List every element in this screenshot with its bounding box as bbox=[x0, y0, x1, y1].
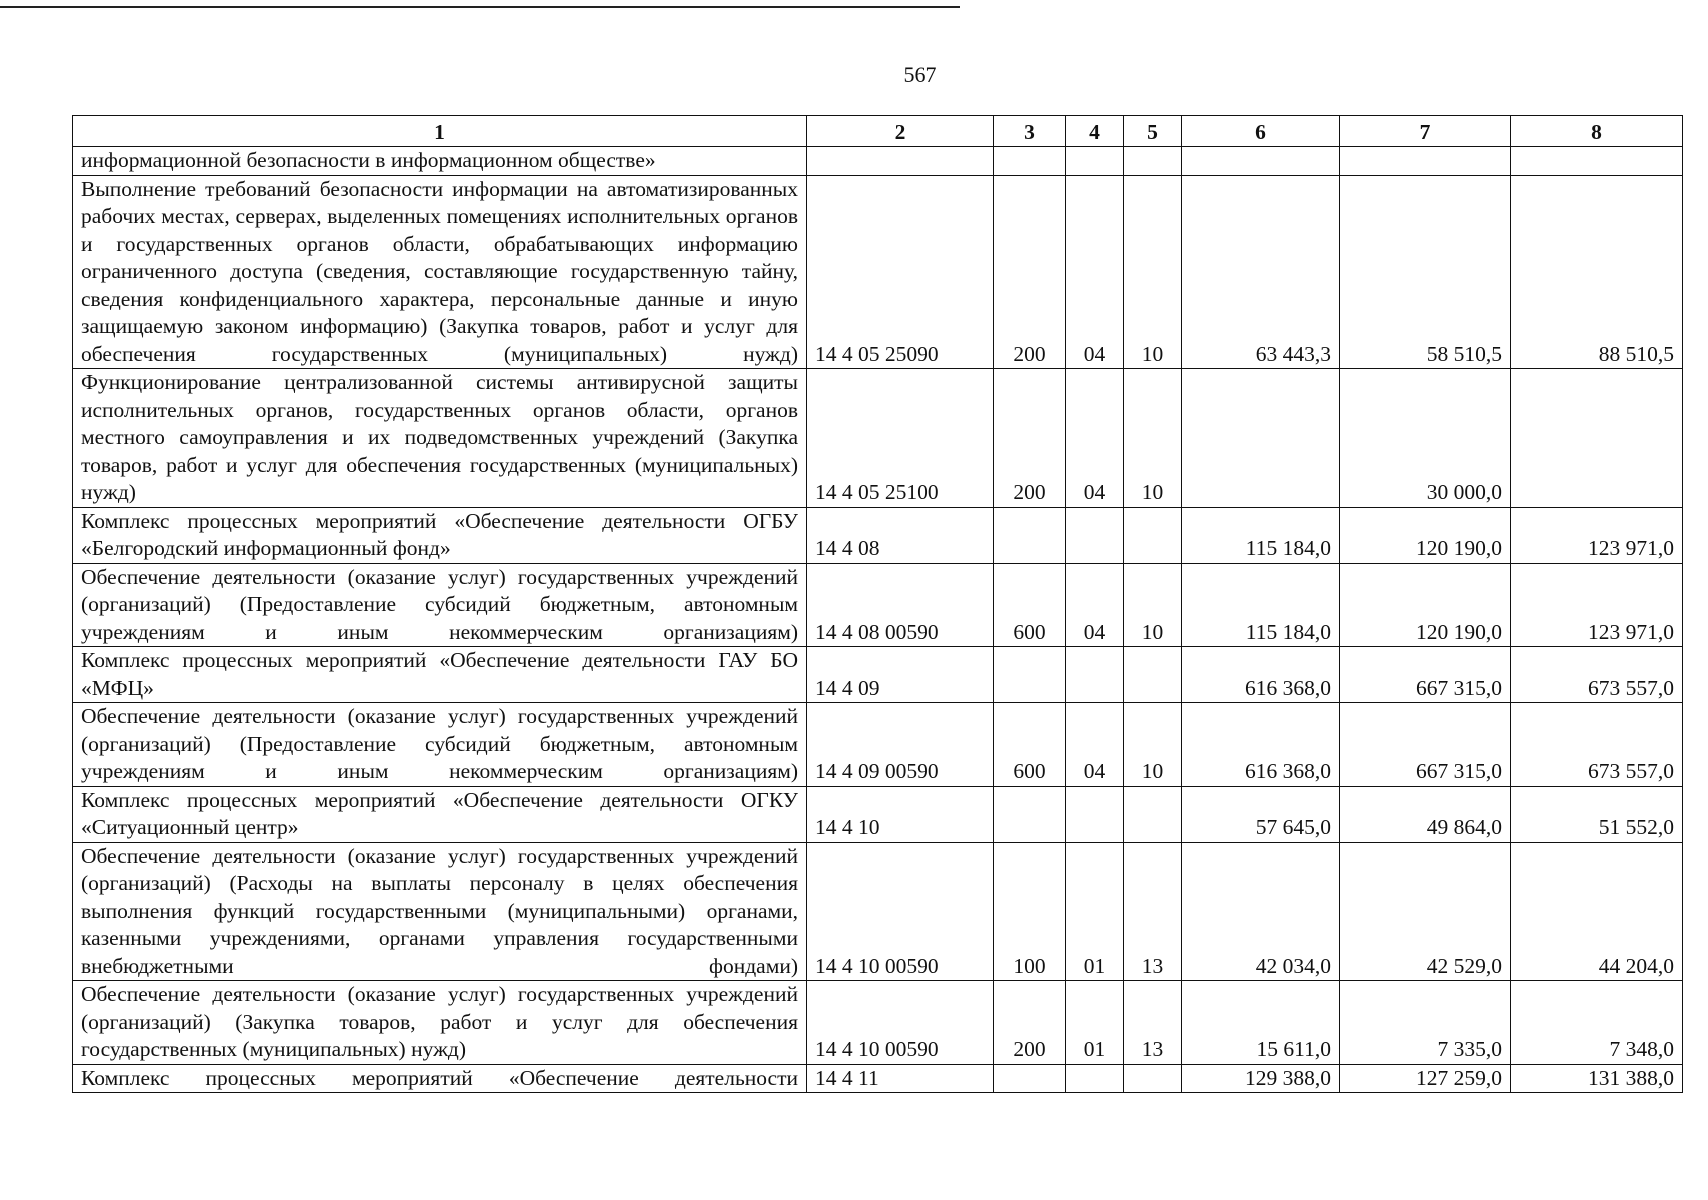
row-description: информационной безопасности в информационном обществе» bbox=[73, 147, 807, 176]
row-value-7: 127 259,0 bbox=[1340, 1064, 1511, 1093]
top-rule bbox=[0, 6, 960, 8]
table-row bbox=[73, 175, 1683, 369]
row-description: Комплекс процессных мероприятий «Обеспечение деятельности ОГБУ «Белгородский информационный фонд» bbox=[73, 507, 807, 563]
row-col-5 bbox=[1124, 1064, 1182, 1093]
page-number: 567 bbox=[903, 62, 937, 87]
row-value-8: 131 388,0 bbox=[1511, 1064, 1683, 1093]
row-value-8: 7 348,0 bbox=[1511, 981, 1683, 1065]
row-value-6: 115 184,0 bbox=[1182, 507, 1340, 563]
row-value-7: 667 315,0 bbox=[1340, 703, 1511, 787]
row-value-7: 42 529,0 bbox=[1340, 842, 1511, 981]
table-row bbox=[73, 647, 1683, 703]
table-row bbox=[73, 981, 1683, 1065]
row-value-8: 673 557,0 bbox=[1511, 647, 1683, 703]
row-code: 14 4 10 00590 bbox=[807, 981, 994, 1065]
row-code: 14 4 09 bbox=[807, 647, 994, 703]
budget-table bbox=[72, 115, 1683, 1093]
row-value-7: 58 510,5 bbox=[1340, 175, 1511, 369]
table-row bbox=[73, 147, 1683, 176]
row-value-7: 120 190,0 bbox=[1340, 507, 1511, 563]
row-col-5: 13 bbox=[1124, 981, 1182, 1065]
row-code: 14 4 05 25100 bbox=[807, 369, 994, 508]
row-value-8: 44 204,0 bbox=[1511, 842, 1683, 981]
row-col-4: 04 bbox=[1066, 369, 1124, 508]
row-col-4: 01 bbox=[1066, 842, 1124, 981]
header-col-3: 3 bbox=[994, 116, 1066, 147]
header-col-2: 2 bbox=[807, 116, 994, 147]
header-col-1: 1 bbox=[73, 116, 807, 147]
row-col-4 bbox=[1066, 507, 1124, 563]
row-value-8: 123 971,0 bbox=[1511, 507, 1683, 563]
row-col-3: 200 bbox=[994, 175, 1066, 369]
row-value-8 bbox=[1511, 369, 1683, 508]
row-value-7: 667 315,0 bbox=[1340, 647, 1511, 703]
header-col-7: 7 bbox=[1340, 116, 1511, 147]
table-row bbox=[73, 563, 1683, 647]
row-description: Обеспечение деятельности (оказание услуг) государственных учреждений (организаций) (Расходы на выплаты персоналу в целях обеспечения выполнения функций государственными (муниципальными) органами, казенными учреждениями, органами управления государственными внебюджетными фондами) bbox=[73, 842, 807, 981]
row-col-4 bbox=[1066, 1064, 1124, 1093]
header-row bbox=[73, 116, 1683, 147]
row-value-6: 129 388,0 bbox=[1182, 1064, 1340, 1093]
row-col-5 bbox=[1124, 786, 1182, 842]
row-col-4: 04 bbox=[1066, 175, 1124, 369]
row-col-3 bbox=[994, 1064, 1066, 1093]
row-col-4: 01 bbox=[1066, 981, 1124, 1065]
row-description: Комплекс процессных мероприятий «Обеспечение деятельности bbox=[73, 1064, 807, 1093]
header-col-6: 6 bbox=[1182, 116, 1340, 147]
row-value-7: 120 190,0 bbox=[1340, 563, 1511, 647]
row-value-6: 616 368,0 bbox=[1182, 647, 1340, 703]
row-description: Обеспечение деятельности (оказание услуг) государственных учреждений (организаций) (Предоставление субсидий бюджетным, автономным учреждениям и иным некоммерческим организациям) bbox=[73, 703, 807, 787]
row-value-8: 88 510,5 bbox=[1511, 175, 1683, 369]
row-col-5: 10 bbox=[1124, 563, 1182, 647]
row-col-5: 10 bbox=[1124, 369, 1182, 508]
row-value-7: 49 864,0 bbox=[1340, 786, 1511, 842]
row-description: Обеспечение деятельности (оказание услуг) государственных учреждений (организаций) (Предоставление субсидий бюджетным, автономным учреждениям и иным некоммерческим организациям) bbox=[73, 563, 807, 647]
row-value-8 bbox=[1511, 147, 1683, 176]
row-code bbox=[807, 147, 994, 176]
row-col-4: 04 bbox=[1066, 563, 1124, 647]
row-value-7 bbox=[1340, 147, 1511, 176]
row-col-5: 10 bbox=[1124, 703, 1182, 787]
row-col-3: 600 bbox=[994, 703, 1066, 787]
row-col-3: 200 bbox=[994, 369, 1066, 508]
table-row bbox=[73, 369, 1683, 508]
row-code: 14 4 11 bbox=[807, 1064, 994, 1093]
row-value-6: 57 645,0 bbox=[1182, 786, 1340, 842]
row-col-3 bbox=[994, 647, 1066, 703]
row-col-5 bbox=[1124, 147, 1182, 176]
row-description: Функционирование централизованной системы антивирусной защиты исполнительных органов, государственных органов области, органов местного самоуправления и их подведомственных учреждений (Закупка товаров, работ и услуг для обеспечения государственных (муниципальных) нужд) bbox=[73, 369, 807, 508]
table-row bbox=[73, 842, 1683, 981]
row-code: 14 4 05 25090 bbox=[807, 175, 994, 369]
row-col-3: 100 bbox=[994, 842, 1066, 981]
table-row bbox=[73, 507, 1683, 563]
row-value-8: 673 557,0 bbox=[1511, 703, 1683, 787]
row-code: 14 4 08 00590 bbox=[807, 563, 994, 647]
row-description: Обеспечение деятельности (оказание услуг) государственных учреждений (организаций) (Закупка товаров, работ и услуг для обеспечения государственных (муниципальных) нужд) bbox=[73, 981, 807, 1065]
header-col-8: 8 bbox=[1511, 116, 1683, 147]
row-value-7: 7 335,0 bbox=[1340, 981, 1511, 1065]
row-value-7: 30 000,0 bbox=[1340, 369, 1511, 508]
row-col-5: 13 bbox=[1124, 842, 1182, 981]
row-col-3: 200 bbox=[994, 981, 1066, 1065]
row-col-4 bbox=[1066, 147, 1124, 176]
row-code: 14 4 10 bbox=[807, 786, 994, 842]
row-value-6: 616 368,0 bbox=[1182, 703, 1340, 787]
row-col-3 bbox=[994, 507, 1066, 563]
row-col-5 bbox=[1124, 507, 1182, 563]
row-value-8: 51 552,0 bbox=[1511, 786, 1683, 842]
row-description: Комплекс процессных мероприятий «Обеспечение деятельности ГАУ БО «МФЦ» bbox=[73, 647, 807, 703]
row-value-6: 15 611,0 bbox=[1182, 981, 1340, 1065]
row-value-6 bbox=[1182, 147, 1340, 176]
row-code: 14 4 08 bbox=[807, 507, 994, 563]
row-col-5 bbox=[1124, 647, 1182, 703]
row-value-6: 42 034,0 bbox=[1182, 842, 1340, 981]
row-value-6: 63 443,3 bbox=[1182, 175, 1340, 369]
row-col-4: 04 bbox=[1066, 703, 1124, 787]
row-col-4 bbox=[1066, 647, 1124, 703]
header-col-5: 5 bbox=[1124, 116, 1182, 147]
table-row bbox=[73, 703, 1683, 787]
row-col-3 bbox=[994, 147, 1066, 176]
row-description: Комплекс процессных мероприятий «Обеспечение деятельности ОГКУ «Ситуационный центр» bbox=[73, 786, 807, 842]
header-col-4: 4 bbox=[1066, 116, 1124, 147]
row-value-6 bbox=[1182, 369, 1340, 508]
row-col-5: 10 bbox=[1124, 175, 1182, 369]
table-row bbox=[73, 1064, 1683, 1093]
row-col-4 bbox=[1066, 786, 1124, 842]
row-value-6: 115 184,0 bbox=[1182, 563, 1340, 647]
row-col-3 bbox=[994, 786, 1066, 842]
row-value-8: 123 971,0 bbox=[1511, 563, 1683, 647]
row-code: 14 4 10 00590 bbox=[807, 842, 994, 981]
row-code: 14 4 09 00590 bbox=[807, 703, 994, 787]
row-col-3: 600 bbox=[994, 563, 1066, 647]
row-description: Выполнение требований безопасности информации на автоматизированных рабочих местах, серверах, выделенных помещениях исполнительных органов и государственных органов области, обрабатывающих информацию ограниченного доступа (сведения, составляющие государственную тайну, сведения конфиденциального характера, персональные данные и иную защищаемую законом информацию) (Закупка товаров, работ и услуг для обеспечения государственных (муниципальных) нужд) bbox=[73, 175, 807, 369]
table-row bbox=[73, 786, 1683, 842]
